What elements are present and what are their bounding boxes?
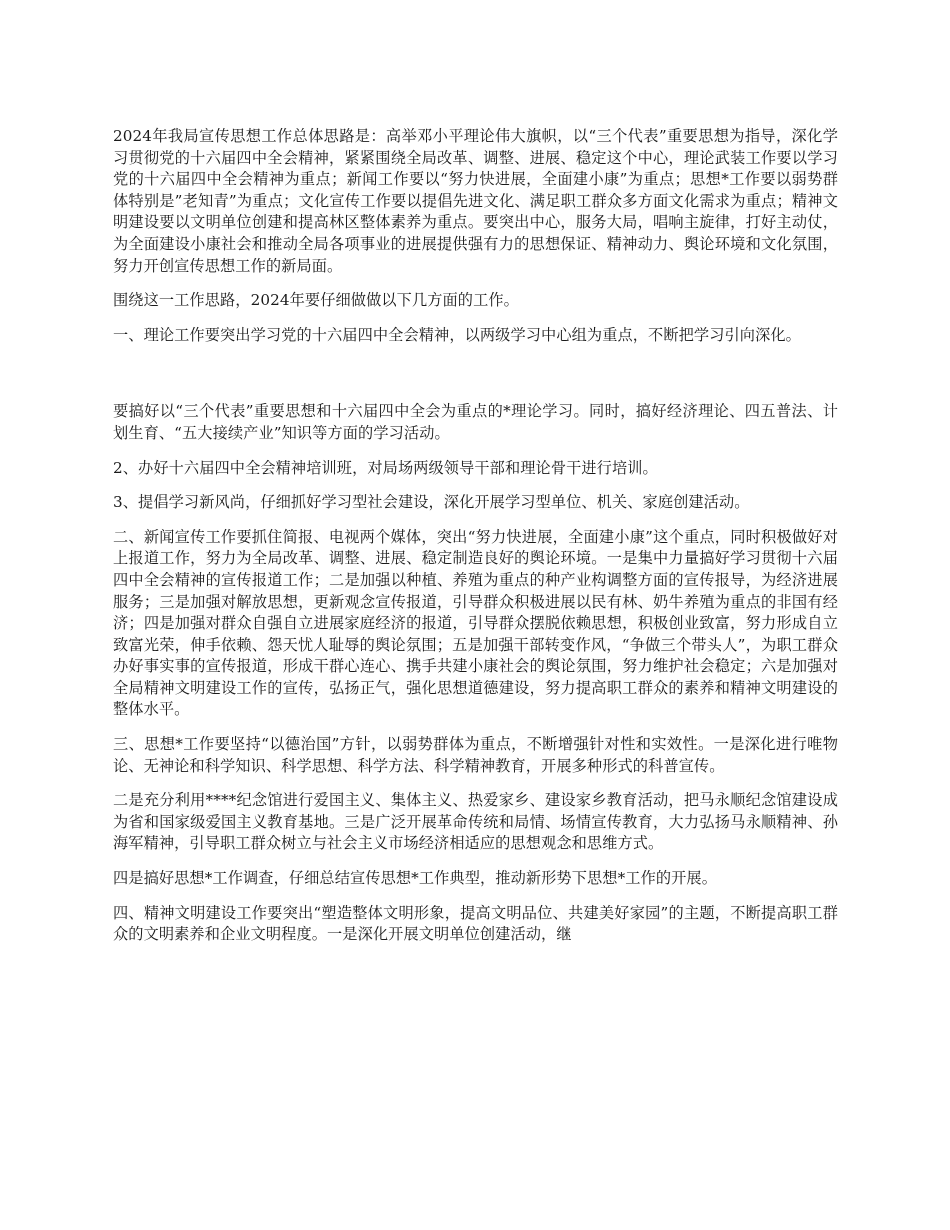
- blank-gap: [113, 359, 838, 401]
- paragraph-news-publicity: 二、新闻宣传工作要抓住简报、电视两个媒体，突出“努力快进展，全面建小康”这个重点，同时积极做好对上报道工作，努力为全局改革、调整、进展、稳定制造良好的舆论环境。一是集中力量搞好学习贯彻十六届四中全会精神的宣传报道工作；二是加强以种植、养殖为重点的种产业构调整方面的宣传报导，为经济进展服务；三是加强对解放思想，更新观念宣传报道，引导群众积极进展以民有林、奶牛养殖为重点的非国有经济；四是加强对群众自强自立进展家庭经济的报道，引导群众摆脱依赖思想，积极创业致富，努力形成自立致富光荣，伸手依赖、怨天忧人耻辱的舆论氛围；五是加强干部转变作风，“争做三个带头人”，为职工群众办好事实事的宣传报道，形成干群心连心、携手共建小康社会的舆论氛围，努力维护社会稳定；六是加强对全局精神文明建设工作的宣传，弘扬正气，强化思想道德建设，努力提高职工群众的素养和精神文明建设的整体水平。: [113, 527, 838, 719]
- paragraph-spiritual-civilization: 四、精神文明建设工作要突出“塑造整体文明形象，提高文明品位、共建美好家园”的主题，不断提高职工群众的文明素养和企业文明程度。一是深化开展文明单位创建活动，继: [113, 903, 838, 944]
- paragraph-training-class: 2、办好十六届四中全会精神培训班，对局场两级领导干部和理论骨干进行培训。: [113, 458, 658, 477]
- paragraph-patriotic-education: 二是充分利用****纪念馆进行爱国主义、集体主义、热爱家乡、建设家乡教育活动，把马永顺纪念馆建设成为省和国家级爱国主义教育基地。三是广泛开展革命传统和局情、场情宣传教育，大力弘扬马永顺精神、孙海军精神，引导职工群众树立与社会主义市场经济相适应的思想观念和思维方式。: [113, 791, 838, 853]
- paragraph-ideological-work: 三、思想*工作要坚持“以德治国”方针，以弱势群体为重点，不断增强针对性和实效性。一是深化进行唯物论、无神论和科学知识、科学思想、科学方法、科学精神教育，开展多种形式的科普宣传。: [113, 735, 838, 775]
- paragraph-research-summary: 四是搞好思想*工作调查，仔细总结宣传思想*工作典型，推动新形势下思想*工作的开展。: [113, 869, 718, 888]
- paragraph-overall-approach: 2024年我局宣传思想工作总体思路是：高举邓小平理论伟大旗帜，以“三个代表”重要思想为指导，深化学习贯彻党的十六届四中全会精神，紧紧围绕全局改革、调整、进展、稳定这个中心，理论武装工作要以学习党的十六届四中全会精神为重点；新闻工作要以“努力快进展，全面建小康”为重点；思想*工作要以弱势群体特别是”老知青”为重点；文化宣传工作要以提倡先进文化、满足职工群众多方面文化需求为重点；精神文明建设要以文明单位创建和提高林区整体素养为重点。要突出中心，服务大局，唱响主旋律，打好主动仗，为全面建设小康社会和推动全局各项事业的进展提供强有力的思想保证、精神动力、舆论环境和文化氛围，努力开创宣传思想工作的新局面。: [113, 127, 838, 275]
- paragraph-theory-work: 一、理论工作要突出学习党的十六届四中全会精神，以两级学习中心组为重点，不断把学习引向深化。: [113, 325, 801, 344]
- document-body: [113, 126, 838, 959]
- paragraph-theory-study: 要搞好以“三个代表”重要思想和十六届四中全会为重点的*理论学习。同时，搞好经济理论、四五普法、计划生育、“五大接续产业”知识等方面的学习活动。: [113, 402, 838, 442]
- paragraph-learning-society: 3、提倡学习新风尚，仔细抓好学习型社会建设，深化开展学习型单位、机关、家庭创建活动。: [113, 493, 750, 512]
- paragraph-work-intro: 围绕这一工作思路，2024年要仔细做做以下几方面的工作。: [113, 291, 519, 310]
